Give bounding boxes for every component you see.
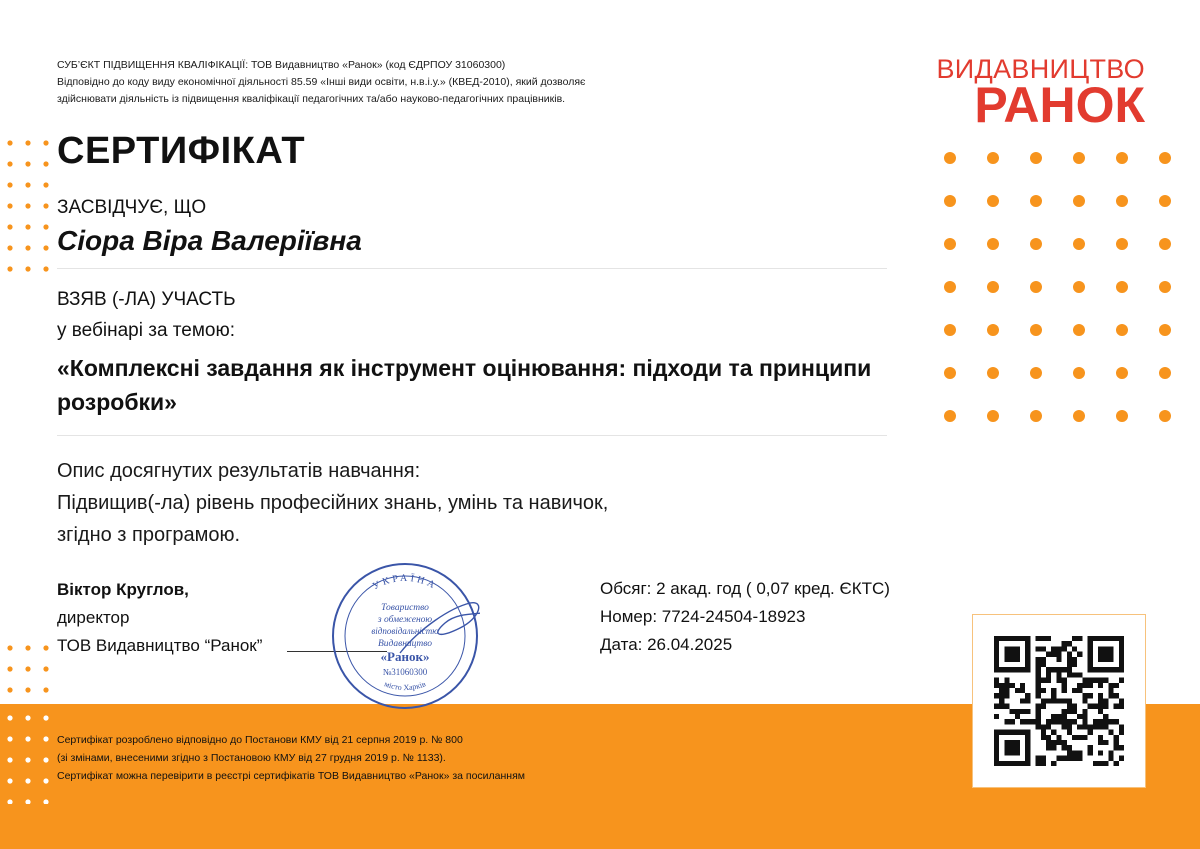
decorative-dot (25, 645, 30, 650)
decorative-dot (1159, 410, 1171, 422)
decorative-dot (1159, 238, 1171, 250)
signer-role: директор (57, 608, 130, 627)
logo-small-text: ВИДАВНИЦТВО (936, 54, 1145, 84)
decorative-dot (944, 281, 956, 293)
decorative-dot (1116, 238, 1128, 250)
decorative-dot (987, 152, 999, 164)
webinar-intro: у вебінарі за темою: (57, 320, 236, 341)
header-note-line3: здійснювати діяльність із підвищення кваліфікації педагогічних та/або науково-педагогічних працівників. (57, 93, 566, 105)
signer-name: Віктор Круглов, (57, 580, 189, 599)
decorative-dot (987, 367, 999, 379)
decorative-dot (987, 238, 999, 250)
decorative-dot (7, 245, 12, 250)
decorative-dot (987, 410, 999, 422)
stamp-country: УКРАЇНА (370, 572, 440, 593)
results-line1: Підвищив(-ла) рівень професійних знань, умінь та навичок, (57, 492, 609, 514)
decorative-dot (7, 799, 12, 804)
decorative-dot (1030, 238, 1042, 250)
decorative-dot (7, 203, 12, 208)
results-line2: згідно з програмою. (57, 524, 241, 546)
signer-org: ТОВ Видавництво “Ранок” (57, 636, 263, 655)
meta-volume: Обсяг: 2 акад. год ( 0,07 кред. ЄКТС) (600, 579, 890, 598)
decorative-dot (944, 410, 956, 422)
decorative-dot (1030, 281, 1042, 293)
decorative-dot (987, 324, 999, 336)
footer-line1: Сертифікат розроблено відповідно до Постанови КМУ від 21 серпня 2019 р. № 800 (57, 734, 463, 746)
decorative-dot-grid-left-top (0, 135, 60, 295)
decorative-dot (25, 203, 30, 208)
header-note-line1: СУБ’ЄКТ ПІДВИЩЕННЯ КВАЛІФІКАЦІЇ: ТОВ Видавництво «Ранок» (код ЄДРПОУ 31060300) (57, 59, 506, 71)
divider-bottom (57, 435, 887, 436)
decorative-dot (25, 140, 30, 145)
decorative-dot (7, 182, 12, 187)
decorative-dot (1116, 367, 1128, 379)
divider-top (57, 268, 887, 269)
decorative-dot (1116, 410, 1128, 422)
decorative-dot (25, 224, 30, 229)
decorative-dot (25, 715, 30, 720)
decorative-dot (7, 161, 12, 166)
decorative-dot (43, 778, 48, 783)
decorative-dot (43, 645, 48, 650)
decorative-dot (43, 687, 48, 692)
decorative-dot (1073, 281, 1085, 293)
header-note (57, 57, 585, 108)
webinar-topic: «Комплексні завдання як інструмент оцінювання: підходи та принципи розробки» (57, 355, 872, 415)
stamp-line1: Товариство (381, 603, 429, 613)
decorative-dot (7, 645, 12, 650)
decorative-dot (1159, 281, 1171, 293)
official-stamp (330, 558, 480, 713)
decorative-dot (7, 715, 12, 720)
decorative-dot (1073, 410, 1085, 422)
header-note-line2: Відповідно до коду виду економічної діяльності 85.59 «Інші види освіти, н.в.і.у.» (КВЕД-2010), який дозволяє (57, 76, 586, 88)
decorative-dot (43, 203, 48, 208)
publisher-logo (936, 54, 1145, 133)
stamp-city: місто Харків (383, 679, 427, 693)
recipient-name: Сіора Віра Валеріївна (57, 225, 362, 256)
footer-note (57, 731, 525, 785)
decorative-dot (1030, 324, 1042, 336)
decorative-dot (1073, 238, 1085, 250)
decorative-dot (7, 757, 12, 762)
decorative-dot (25, 799, 30, 804)
certificate-meta (600, 575, 890, 659)
decorative-dot (43, 666, 48, 671)
decorative-dot (1030, 195, 1042, 207)
decorative-dot (1073, 152, 1085, 164)
decorative-dot (1116, 324, 1128, 336)
decorative-dot (7, 666, 12, 671)
participated-label: ВЗЯВ (-ЛА) УЧАСТЬ (57, 289, 236, 310)
decorative-dot (1073, 367, 1085, 379)
decorative-dot (25, 161, 30, 166)
svg-text:місто Харків (383, 679, 427, 692)
decorative-dot (1159, 367, 1171, 379)
decorative-dot (25, 245, 30, 250)
stamp-line2: з обмеженою (377, 615, 433, 625)
stamp-line3: відповідальністю (371, 626, 439, 636)
decorative-dot (7, 224, 12, 229)
decorative-dot (944, 238, 956, 250)
logo-big-text: РАНОК (974, 77, 1145, 133)
decorative-dot (43, 799, 48, 804)
decorative-dot (43, 715, 48, 720)
decorative-dot (987, 281, 999, 293)
decorative-dot (7, 687, 12, 692)
decorative-dot (43, 224, 48, 229)
stamp-line4: Видавництво (377, 639, 433, 649)
decorative-dot (25, 757, 30, 762)
decorative-dot (987, 195, 999, 207)
decorative-dot (1073, 195, 1085, 207)
decorative-dot (43, 245, 48, 250)
decorative-dot (1030, 152, 1042, 164)
meta-number: Номер: 7724-24504-18923 (600, 607, 806, 626)
decorative-dot (43, 182, 48, 187)
signer-block (57, 576, 262, 660)
decorative-dot (25, 778, 30, 783)
decorative-dot (25, 266, 30, 271)
decorative-dot-grid-left-band (0, 704, 60, 804)
results-description (57, 455, 817, 551)
decorative-dot (1116, 195, 1128, 207)
decorative-dot (25, 687, 30, 692)
decorative-dot (1159, 195, 1171, 207)
decorative-dot-grid-right (930, 145, 1180, 430)
decorative-dot (944, 152, 956, 164)
certifies-label: ЗАСВІДЧУЄ, ЩО (57, 197, 207, 218)
decorative-dot (7, 266, 12, 271)
decorative-dot (1159, 324, 1171, 336)
decorative-dot (944, 195, 956, 207)
decorative-dot (43, 140, 48, 145)
footer-line3: Сертифікат можна перевірити в реєстрі сертифікатів ТОВ Видавництво «Ранок» за посиланням (57, 770, 526, 782)
decorative-dot (7, 736, 12, 741)
decorative-dot (1073, 324, 1085, 336)
decorative-dot (25, 182, 30, 187)
meta-date: Дата: 26.04.2025 (600, 635, 733, 654)
footer-line2: (зі змінами, внесеними згідно з Постановою КМУ від 27 грудня 2019 р. № 1133). (57, 752, 446, 764)
decorative-dot (944, 367, 956, 379)
decorative-dot (1030, 367, 1042, 379)
decorative-dot (1030, 410, 1042, 422)
decorative-dot (944, 324, 956, 336)
decorative-dot (25, 666, 30, 671)
decorative-dot (1159, 152, 1171, 164)
decorative-dot (25, 736, 30, 741)
decorative-dot (7, 778, 12, 783)
decorative-dot (1116, 152, 1128, 164)
decorative-dot (43, 757, 48, 762)
svg-text:УКРАЇНА (371, 572, 439, 592)
decorative-dot (7, 140, 12, 145)
decorative-dot (1116, 281, 1128, 293)
results-label: Опис досягнутих результатів навчання: (57, 460, 421, 482)
decorative-dot (43, 266, 48, 271)
certificate-title: СЕРТИФІКАТ (57, 130, 306, 172)
stamp-line5: «Ранок» (380, 649, 430, 664)
decorative-dot (43, 736, 48, 741)
stamp-code: №31060300 (382, 667, 428, 677)
qr-code-icon[interactable] (994, 636, 1124, 766)
decorative-dot (43, 161, 48, 166)
